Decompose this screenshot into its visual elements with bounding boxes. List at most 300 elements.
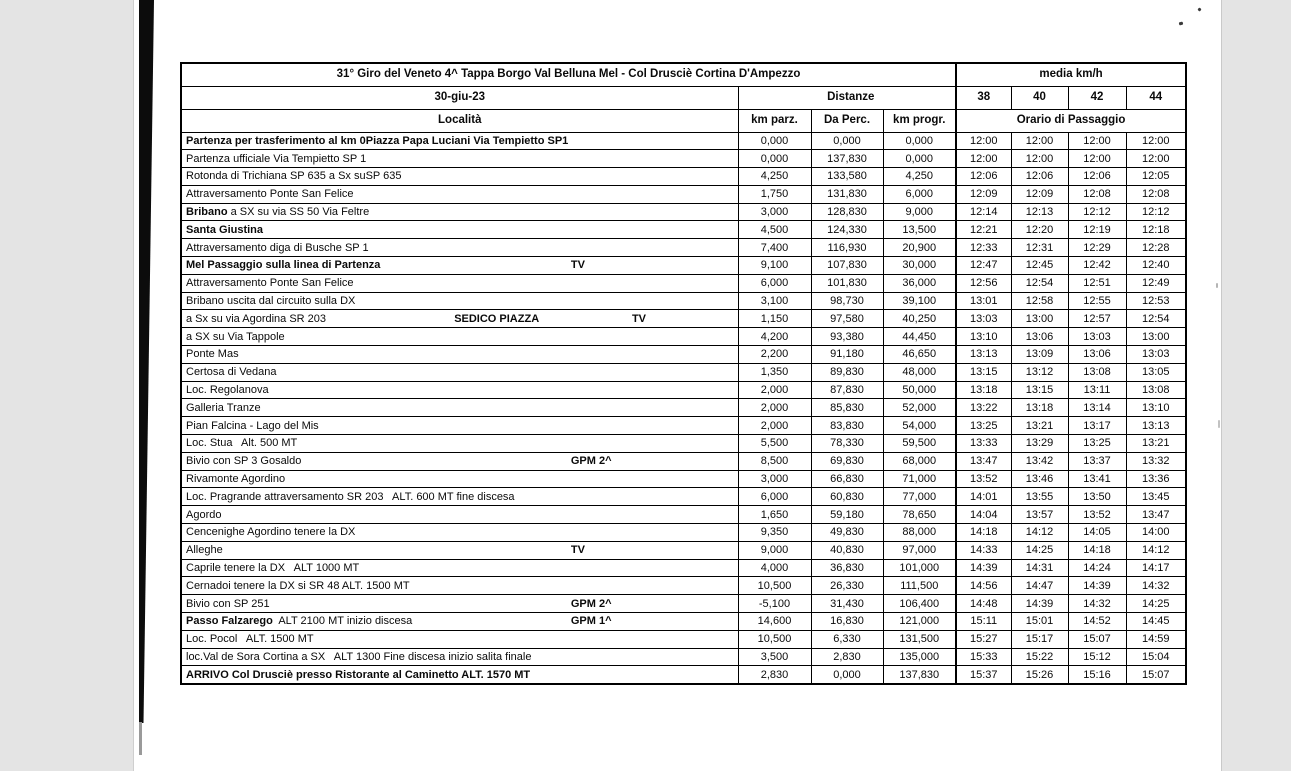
- time-cell: 13:32: [1126, 452, 1186, 470]
- time-cell: 13:10: [1126, 399, 1186, 417]
- time-cell: 13:33: [956, 435, 1011, 453]
- km-parz-cell: 2,830: [738, 666, 811, 684]
- locality-cell: Attraversamento Ponte San Felice: [181, 274, 738, 292]
- time-cell: 13:18: [1011, 399, 1068, 417]
- route-marker: GPM 1^: [570, 615, 612, 628]
- table-row: [181, 399, 1186, 417]
- km-progr-cell: 101,000: [883, 559, 956, 577]
- km-progr-cell: 52,000: [883, 399, 956, 417]
- km-progr-cell: 48,000: [883, 363, 956, 381]
- time-cell: 13:42: [1011, 452, 1068, 470]
- time-cell: 13:06: [1011, 328, 1068, 346]
- da-perc-cell: 133,580: [811, 168, 883, 186]
- time-cell: 12:08: [1126, 185, 1186, 203]
- km-progr-cell: 13,500: [883, 221, 956, 239]
- route-marker: SEDICO PIAZZA: [454, 312, 540, 325]
- time-cell: 12:20: [1011, 221, 1068, 239]
- locality-cell: Cernadoi tenere la DX si SR 48 ALT. 1500 MT: [181, 577, 738, 595]
- km-progr-cell: 135,000: [883, 648, 956, 666]
- time-cell: 13:05: [1126, 363, 1186, 381]
- locality-cell: Bivio con SP 3 Gosaldo GPM 2^: [181, 452, 738, 470]
- locality-cell: Attraversamento diga di Busche SP 1: [181, 239, 738, 257]
- speed-44-header: 44: [1126, 86, 1186, 109]
- time-cell: 14:52: [1068, 613, 1126, 631]
- km-parz-cell: 10,500: [738, 577, 811, 595]
- time-cell: 12:12: [1068, 203, 1126, 221]
- time-cell: 13:03: [956, 310, 1011, 328]
- table-row: [181, 363, 1186, 381]
- da-perc-cell: 89,830: [811, 363, 883, 381]
- time-cell: 13:41: [1068, 470, 1126, 488]
- km-parz-cell: 14,600: [738, 613, 811, 631]
- time-cell: 12:00: [1126, 132, 1186, 150]
- da-perc-cell: 60,830: [811, 488, 883, 506]
- time-cell: 12:06: [1011, 168, 1068, 186]
- km-progr-cell: 71,000: [883, 470, 956, 488]
- km-progr-cell: 9,000: [883, 203, 956, 221]
- km-progr-cell: 111,500: [883, 577, 956, 595]
- locality-cell: Loc. Regolanova: [181, 381, 738, 399]
- time-cell: 14:24: [1068, 559, 1126, 577]
- time-cell: 12:19: [1068, 221, 1126, 239]
- km-progr-cell: 131,500: [883, 630, 956, 648]
- table-row: [181, 577, 1186, 595]
- table-row: [181, 150, 1186, 168]
- locality-cell: Alleghe TV: [181, 541, 738, 559]
- time-cell: 13:55: [1011, 488, 1068, 506]
- da-perc-cell: 107,830: [811, 257, 883, 275]
- locality-cell: Galleria Tranze: [181, 399, 738, 417]
- km-progr-cell: 121,000: [883, 613, 956, 631]
- time-cell: 13:36: [1126, 470, 1186, 488]
- time-cell: 13:13: [956, 346, 1011, 364]
- speed-40-header: 40: [1011, 86, 1068, 109]
- time-cell: 13:45: [1126, 488, 1186, 506]
- locality-cell: ARRIVO Col Drusciè presso Ristorante al Caminetto ALT. 1570 MT: [181, 666, 738, 684]
- locality-cell: Santa Giustina: [181, 221, 738, 239]
- da-perc-cell: 137,830: [811, 150, 883, 168]
- locality-cell: Loc. Pragrande attraversamento SR 203 ALT. 600 MT fine discesa: [181, 488, 738, 506]
- time-cell: 13:03: [1068, 328, 1126, 346]
- km-parz-cell: 2,000: [738, 381, 811, 399]
- time-cell: 13:25: [1068, 435, 1126, 453]
- da-perc-header: Da Perc.: [811, 109, 883, 132]
- km-parz-cell: 1,650: [738, 506, 811, 524]
- time-cell: 14:31: [1011, 559, 1068, 577]
- time-cell: 13:57: [1011, 506, 1068, 524]
- table-row: [181, 310, 1186, 328]
- time-cell: 14:59: [1126, 630, 1186, 648]
- time-cell: 14:25: [1126, 595, 1186, 613]
- da-perc-cell: 40,830: [811, 541, 883, 559]
- km-progr-cell: 0,000: [883, 132, 956, 150]
- km-parz-cell: 3,500: [738, 648, 811, 666]
- table-row: [181, 328, 1186, 346]
- time-cell: 13:09: [1011, 346, 1068, 364]
- time-cell: 15:11: [956, 613, 1011, 631]
- time-cell: 12:00: [1068, 132, 1126, 150]
- time-cell: 12:09: [956, 185, 1011, 203]
- km-parz-cell: -5,100: [738, 595, 811, 613]
- locality-cell: Rotonda di Trichiana SP 635 a Sx suSP 635: [181, 168, 738, 186]
- da-perc-cell: 91,180: [811, 346, 883, 364]
- route-marker: TV: [570, 259, 585, 272]
- km-progr-cell: 59,500: [883, 435, 956, 453]
- km-parz-cell: 2,000: [738, 399, 811, 417]
- time-cell: 14:05: [1068, 524, 1126, 542]
- table-row: [181, 257, 1186, 275]
- locality-cell: Caprile tenere la DX ALT 1000 MT: [181, 559, 738, 577]
- da-perc-cell: 0,000: [811, 132, 883, 150]
- table-row: [181, 541, 1186, 559]
- km-progr-cell: 40,250: [883, 310, 956, 328]
- table-row: [181, 381, 1186, 399]
- km-progr-cell: 78,650: [883, 506, 956, 524]
- speed-42-header: 42: [1068, 86, 1126, 109]
- time-cell: 13:03: [1126, 346, 1186, 364]
- time-cell: 13:21: [1126, 435, 1186, 453]
- time-cell: 12:58: [1011, 292, 1068, 310]
- time-cell: 15:33: [956, 648, 1011, 666]
- time-cell: 15:17: [1011, 630, 1068, 648]
- time-cell: 13:12: [1011, 363, 1068, 381]
- time-cell: 14:12: [1011, 524, 1068, 542]
- time-cell: 14:56: [956, 577, 1011, 595]
- da-perc-cell: 87,830: [811, 381, 883, 399]
- table-row: [181, 470, 1186, 488]
- km-progr-cell: 0,000: [883, 150, 956, 168]
- time-cell: 13:22: [956, 399, 1011, 417]
- km-progr-cell: 39,100: [883, 292, 956, 310]
- time-cell: 12:42: [1068, 257, 1126, 275]
- time-cell: 12:12: [1126, 203, 1186, 221]
- locality-cell: Cencenighe Agordino tenere la DX: [181, 524, 738, 542]
- time-cell: 14:39: [1068, 577, 1126, 595]
- time-cell: 12:00: [956, 132, 1011, 150]
- da-perc-cell: 131,830: [811, 185, 883, 203]
- stage-table-body: [181, 132, 1186, 684]
- km-parz-cell: 0,000: [738, 132, 811, 150]
- time-cell: 12:51: [1068, 274, 1126, 292]
- time-cell: 12:55: [1068, 292, 1126, 310]
- table-row: [181, 648, 1186, 666]
- da-perc-cell: 26,330: [811, 577, 883, 595]
- locality-cell: a SX su Via Tappole: [181, 328, 738, 346]
- scan-speck: [1216, 283, 1218, 288]
- time-cell: 13:13: [1126, 417, 1186, 435]
- table-row: [181, 185, 1186, 203]
- table-row: [181, 239, 1186, 257]
- localita-header: Località: [181, 109, 738, 132]
- scan-artifact-smudge: [139, 722, 142, 755]
- time-cell: 12:21: [956, 221, 1011, 239]
- locality-cell: Loc. Stua Alt. 500 MT: [181, 435, 738, 453]
- time-cell: 12:57: [1068, 310, 1126, 328]
- time-cell: 12:49: [1126, 274, 1186, 292]
- time-cell: 13:29: [1011, 435, 1068, 453]
- time-cell: 13:52: [956, 470, 1011, 488]
- locality-cell: loc.Val de Sora Cortina a SX ALT 1300 Fine discesa inizio salita finale: [181, 648, 738, 666]
- locality-cell: Agordo: [181, 506, 738, 524]
- time-cell: 15:27: [956, 630, 1011, 648]
- route-marker: GPM 2^: [570, 455, 612, 468]
- km-progr-cell: 46,650: [883, 346, 956, 364]
- km-progr-cell: 54,000: [883, 417, 956, 435]
- da-perc-cell: 116,930: [811, 239, 883, 257]
- time-cell: 15:07: [1126, 666, 1186, 684]
- column-header-row: [181, 109, 1186, 132]
- time-cell: 13:47: [1126, 506, 1186, 524]
- time-cell: 12:13: [1011, 203, 1068, 221]
- km-progr-cell: 44,450: [883, 328, 956, 346]
- table-row: [181, 613, 1186, 631]
- km-parz-cell: 3,100: [738, 292, 811, 310]
- km-parz-cell: 6,000: [738, 488, 811, 506]
- da-perc-cell: 78,330: [811, 435, 883, 453]
- time-cell: 13:00: [1126, 328, 1186, 346]
- time-cell: 12:28: [1126, 239, 1186, 257]
- locality-cell: Mel Passaggio sulla linea di Partenza TV: [181, 257, 738, 275]
- time-cell: 12:06: [956, 168, 1011, 186]
- km-parz-cell: 2,000: [738, 417, 811, 435]
- da-perc-cell: 85,830: [811, 399, 883, 417]
- time-cell: 12:53: [1126, 292, 1186, 310]
- stage-date: 30-giu-23: [181, 86, 738, 109]
- table-row: [181, 435, 1186, 453]
- time-cell: 14:25: [1011, 541, 1068, 559]
- time-cell: 12:00: [1011, 132, 1068, 150]
- km-parz-cell: 0,000: [738, 150, 811, 168]
- time-cell: 12:00: [1126, 150, 1186, 168]
- time-cell: 15:07: [1068, 630, 1126, 648]
- time-cell: 12:18: [1126, 221, 1186, 239]
- table-row: [181, 559, 1186, 577]
- da-perc-cell: 16,830: [811, 613, 883, 631]
- time-cell: 12:00: [1011, 150, 1068, 168]
- km-parz-cell: 7,400: [738, 239, 811, 257]
- time-cell: 13:10: [956, 328, 1011, 346]
- time-cell: 12:40: [1126, 257, 1186, 275]
- time-cell: 13:11: [1068, 381, 1126, 399]
- time-cell: 15:12: [1068, 648, 1126, 666]
- table-row: [181, 132, 1186, 150]
- locality-cell: Ponte Mas: [181, 346, 738, 364]
- time-cell: 13:01: [956, 292, 1011, 310]
- locality-cell: Partenza per trasferimento al km 0Piazza Papa Luciani Via Tempietto SP1: [181, 132, 738, 150]
- time-cell: 14:47: [1011, 577, 1068, 595]
- time-cell: 12:33: [956, 239, 1011, 257]
- km-parz-cell: 10,500: [738, 630, 811, 648]
- da-perc-cell: 93,380: [811, 328, 883, 346]
- time-cell: 12:31: [1011, 239, 1068, 257]
- time-cell: 12:00: [1068, 150, 1126, 168]
- time-cell: 13:14: [1068, 399, 1126, 417]
- time-cell: 12:45: [1011, 257, 1068, 275]
- da-perc-cell: 101,830: [811, 274, 883, 292]
- time-cell: 12:54: [1126, 310, 1186, 328]
- da-perc-cell: 69,830: [811, 452, 883, 470]
- km-parz-cell: 4,250: [738, 168, 811, 186]
- km-parz-cell: 5,500: [738, 435, 811, 453]
- time-cell: 12:56: [956, 274, 1011, 292]
- scan-speck: [1218, 420, 1220, 428]
- table-row: [181, 452, 1186, 470]
- time-cell: 14:01: [956, 488, 1011, 506]
- media-kmh-header: media km/h: [956, 63, 1186, 86]
- table-row: [181, 346, 1186, 364]
- time-cell: 14:45: [1126, 613, 1186, 631]
- da-perc-cell: 124,330: [811, 221, 883, 239]
- route-marker: TV: [631, 312, 647, 325]
- da-perc-cell: 2,830: [811, 648, 883, 666]
- locality-cell: Bribano a SX su via SS 50 Via Feltre: [181, 203, 738, 221]
- km-progr-cell: 137,830: [883, 666, 956, 684]
- km-progr-cell: 6,000: [883, 185, 956, 203]
- da-perc-cell: 31,430: [811, 595, 883, 613]
- table-row: [181, 595, 1186, 613]
- route-marker: TV: [570, 544, 585, 557]
- time-cell: 14:00: [1126, 524, 1186, 542]
- locality-cell: Bivio con SP 251 GPM 2^: [181, 595, 738, 613]
- locality-cell: Rivamonte Agordino: [181, 470, 738, 488]
- km-parz-cell: 9,100: [738, 257, 811, 275]
- da-perc-cell: 128,830: [811, 203, 883, 221]
- da-perc-cell: 0,000: [811, 666, 883, 684]
- km-progr-cell: 30,000: [883, 257, 956, 275]
- table-row: [181, 506, 1186, 524]
- time-cell: 13:21: [1011, 417, 1068, 435]
- table-row: [181, 417, 1186, 435]
- time-cell: 13:06: [1068, 346, 1126, 364]
- da-perc-cell: 97,580: [811, 310, 883, 328]
- da-perc-cell: 49,830: [811, 524, 883, 542]
- table-row: [181, 203, 1186, 221]
- time-cell: 12:09: [1011, 185, 1068, 203]
- time-cell: 15:22: [1011, 648, 1068, 666]
- km-parz-cell: 1,350: [738, 363, 811, 381]
- da-perc-cell: 36,830: [811, 559, 883, 577]
- time-cell: 13:25: [956, 417, 1011, 435]
- km-progr-cell: 20,900: [883, 239, 956, 257]
- itinerary-table: [180, 62, 1187, 685]
- time-cell: 12:06: [1068, 168, 1126, 186]
- time-cell: 15:37: [956, 666, 1011, 684]
- km-parz-cell: 3,000: [738, 203, 811, 221]
- route-marker: GPM 2^: [570, 597, 612, 610]
- km-parz-cell: 9,350: [738, 524, 811, 542]
- time-cell: 13:17: [1068, 417, 1126, 435]
- locality-cell: Loc. Pocol ALT. 1500 MT: [181, 630, 738, 648]
- km-parz-cell: 1,750: [738, 185, 811, 203]
- km-progr-cell: 88,000: [883, 524, 956, 542]
- km-progr-cell: 36,000: [883, 274, 956, 292]
- date-row: [181, 86, 1186, 109]
- time-cell: 14:39: [1011, 595, 1068, 613]
- km-progr-cell: 97,000: [883, 541, 956, 559]
- time-cell: 13:52: [1068, 506, 1126, 524]
- orario-header: Orario di Passaggio: [956, 109, 1186, 132]
- da-perc-cell: 59,180: [811, 506, 883, 524]
- time-cell: 15:04: [1126, 648, 1186, 666]
- time-cell: 14:18: [1068, 541, 1126, 559]
- time-cell: 13:46: [1011, 470, 1068, 488]
- time-cell: 12:00: [956, 150, 1011, 168]
- da-perc-cell: 98,730: [811, 292, 883, 310]
- table-row: [181, 168, 1186, 186]
- table-row: [181, 630, 1186, 648]
- title-row: [181, 63, 1186, 86]
- time-cell: 15:26: [1011, 666, 1068, 684]
- locality-cell: a Sx su via Agordina SR 203 SEDICO PIAZZA TV: [181, 310, 738, 328]
- km-progr-cell: 50,000: [883, 381, 956, 399]
- locality-cell: Certosa di Vedana: [181, 363, 738, 381]
- km-progr-cell: 4,250: [883, 168, 956, 186]
- da-perc-cell: 6,330: [811, 630, 883, 648]
- table-row: [181, 274, 1186, 292]
- km-parz-cell: 9,000: [738, 541, 811, 559]
- speed-38-header: 38: [956, 86, 1011, 109]
- km-parz-cell: 6,000: [738, 274, 811, 292]
- time-cell: 12:05: [1126, 168, 1186, 186]
- time-cell: 12:08: [1068, 185, 1126, 203]
- table-row: [181, 524, 1186, 542]
- table-row: [181, 666, 1186, 684]
- locality-cell: Passo Falzarego ALT 2100 MT inizio discesa GPM 1^: [181, 613, 738, 631]
- time-cell: 13:15: [1011, 381, 1068, 399]
- km-parz-cell: 1,150: [738, 310, 811, 328]
- locality-cell: Bribano uscita dal circuito sulla DX: [181, 292, 738, 310]
- time-cell: 13:50: [1068, 488, 1126, 506]
- km-parz-cell: 4,000: [738, 559, 811, 577]
- time-cell: 14:18: [956, 524, 1011, 542]
- time-cell: 13:00: [1011, 310, 1068, 328]
- time-cell: 13:15: [956, 363, 1011, 381]
- time-cell: 13:18: [956, 381, 1011, 399]
- km-progr-cell: 106,400: [883, 595, 956, 613]
- table-row: [181, 221, 1186, 239]
- distanze-header: Distanze: [738, 86, 956, 109]
- time-cell: 14:48: [956, 595, 1011, 613]
- da-perc-cell: 66,830: [811, 470, 883, 488]
- time-cell: 14:32: [1126, 577, 1186, 595]
- km-parz-header: km parz.: [738, 109, 811, 132]
- time-cell: 12:47: [956, 257, 1011, 275]
- time-cell: 13:47: [956, 452, 1011, 470]
- time-cell: 14:32: [1068, 595, 1126, 613]
- time-cell: 14:17: [1126, 559, 1186, 577]
- km-parz-cell: 2,200: [738, 346, 811, 364]
- time-cell: 12:29: [1068, 239, 1126, 257]
- time-cell: 13:08: [1068, 363, 1126, 381]
- time-cell: 12:14: [956, 203, 1011, 221]
- km-progr-cell: 77,000: [883, 488, 956, 506]
- km-parz-cell: 4,200: [738, 328, 811, 346]
- locality-cell: Attraversamento Ponte San Felice: [181, 185, 738, 203]
- km-progr-header: km progr.: [883, 109, 956, 132]
- km-parz-cell: 8,500: [738, 452, 811, 470]
- time-cell: 13:08: [1126, 381, 1186, 399]
- locality-cell: Pian Falcina - Lago del Mis: [181, 417, 738, 435]
- km-progr-cell: 68,000: [883, 452, 956, 470]
- time-cell: 12:54: [1011, 274, 1068, 292]
- time-cell: 13:37: [1068, 452, 1126, 470]
- stage-title: 31° Giro del Veneto 4^ Tappa Borgo Val Belluna Mel - Col Drusciè Cortina D'Ampezzo: [181, 63, 956, 86]
- time-cell: 14:04: [956, 506, 1011, 524]
- table-row: [181, 292, 1186, 310]
- table-row: [181, 488, 1186, 506]
- da-perc-cell: 83,830: [811, 417, 883, 435]
- locality-cell: Partenza ufficiale Via Tempietto SP 1: [181, 150, 738, 168]
